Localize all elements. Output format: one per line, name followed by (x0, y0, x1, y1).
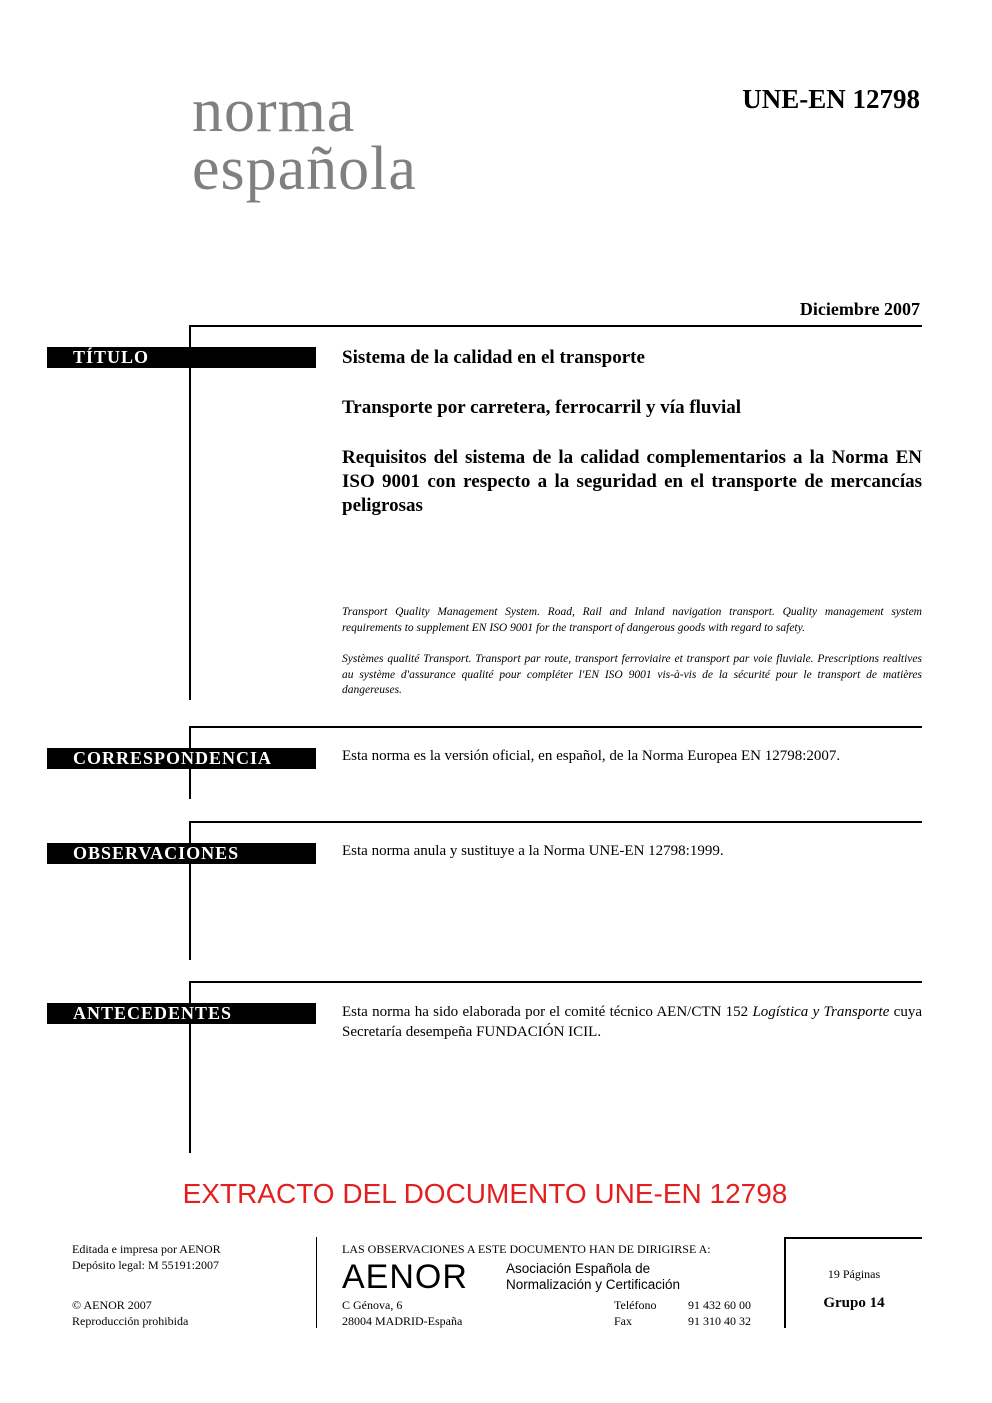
footer-divider (316, 1237, 317, 1328)
address-street: C Génova, 6 (342, 1298, 403, 1312)
extract-notice: EXTRACTO DEL DOCUMENTO UNE-EN 12798 (182, 1178, 788, 1209)
aenor-org-name (506, 1261, 680, 1293)
aenor-address (342, 1297, 462, 1329)
org-name-line-1: Asociación Española de (506, 1261, 651, 1276)
section-divider (189, 325, 922, 327)
phone-number: 91 432 60 00 (688, 1298, 751, 1312)
legal-deposit: Depósito legal: M 55191:2007 (72, 1258, 219, 1272)
copyright-text: © AENOR 2007 (72, 1298, 152, 1312)
fax-label: Fax (614, 1314, 632, 1328)
title-primary: Sistema de la calidad en el transporte (342, 347, 645, 368)
titulo-content (342, 346, 922, 518)
brand-line-2: española (192, 135, 417, 203)
antecedentes-text-part1: Esta norma ha sido elaborada por el comité técnico AEN/CTN 152 (342, 1004, 753, 1020)
pages-box-top-rule (784, 1237, 922, 1239)
phone-label: Teléfono (614, 1298, 657, 1312)
section-divider (189, 981, 922, 983)
footer-copyright (72, 1297, 188, 1329)
label-observaciones: OBSERVACIONES (47, 843, 316, 864)
footer-edition (72, 1241, 221, 1273)
title-english: Transport Quality Management System. Road, Rail and Inland navigation transport. Quality management system requirements to supplement EN ISO 9001 for the transport of dangerous goods with regard to safety. (342, 606, 922, 634)
observations-heading: LAS OBSERVACIONES A ESTE DOCUMENTO HAN DE DIRIGIRSE A: (342, 1242, 711, 1256)
fax-number: 91 310 40 32 (688, 1314, 751, 1328)
edited-by: Editada e impresa por AENOR (72, 1242, 221, 1256)
observaciones-text: Esta norma anula y sustituye a la Norma UNE-EN 12798:1999. (342, 843, 724, 859)
org-name-line-2: Normalización y Certificación (506, 1277, 681, 1292)
price-group: Grupo 14 (823, 1295, 885, 1311)
aenor-logo: AENOR (342, 1258, 468, 1296)
address-city: 28004 MADRID-España (342, 1314, 463, 1328)
reproduction-notice: Reproducción prohibida (72, 1314, 189, 1328)
label-titulo: TÍTULO (47, 347, 316, 368)
title-secondary: Transporte por carretera, ferrocarril y vía fluvial (342, 397, 742, 418)
brand-line-1: norma (192, 77, 356, 145)
section-vertical-rule (189, 325, 191, 700)
pages-box-left-rule (784, 1237, 786, 1328)
brand-title (192, 77, 417, 203)
publication-date: Diciembre 2007 (799, 299, 920, 319)
correspondencia-text: Esta norma es la versión oficial, en español, de la Norma Europea EN 12798:2007. (342, 748, 841, 764)
standard-code: UNE-EN 12798 (742, 84, 920, 114)
antecedentes-text-part2: cuya Secretaría desempeña FUNDACIÓN ICIL. (342, 1004, 922, 1040)
label-antecedentes: ANTECEDENTES (47, 1003, 316, 1024)
contact-labels (614, 1297, 656, 1329)
label-correspondencia: CORRESPONDENCIA (47, 748, 316, 769)
section-divider (189, 821, 922, 823)
section-vertical-rule (189, 821, 191, 960)
antecedentes-text (342, 1002, 922, 1042)
contact-numbers (688, 1297, 751, 1329)
section-divider (189, 726, 922, 728)
committee-name: Logística y Transporte (752, 1004, 890, 1020)
title-tertiary: Requisitos del sistema de la calidad complementarios a la Norma EN ISO 9001 con respecto a la seguridad en el transporte de mercancías peligrosas (342, 447, 922, 516)
title-french: Systèmes qualité Transport. Transport par route, transport ferroviaire et transport par voie fluviale. Prescriptions realtives au système d'assurance qualité pour compléter l'EN ISO 9001 vis-à-vis de la sécurité pour le transport de matières dangereuses. (342, 653, 922, 696)
page-count: 19 Páginas (827, 1267, 881, 1281)
